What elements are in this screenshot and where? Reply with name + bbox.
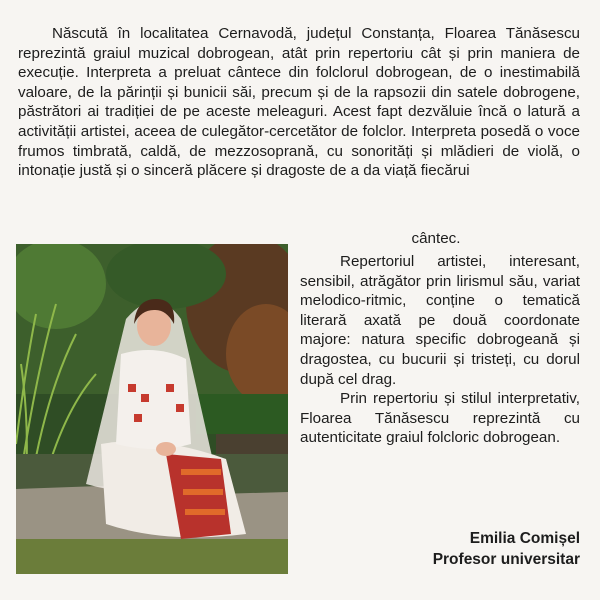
paragraph-repertoire: Repertoriul artistei, interesant, sensibil, atrăgător prin lirismul său, variat melodico-ritmic, conține o tematică literară axată pe două coordonate majore: natura specific dobrogeană și dragostea, cu bucurii și tristeți, cu dorul după cel drag. — [300, 253, 580, 388]
intro-paragraph-end: cântec. — [411, 230, 461, 247]
singer-photo — [16, 244, 288, 574]
signature-block — [433, 528, 580, 570]
paragraph-conclusion: Prin repertoriu și stilul interpretativ, Floarea Tănăsescu reprezintă cu autenticitate graiul folcloric dobrogean. — [300, 390, 580, 447]
author-name: Emilia Comișel — [469, 530, 580, 547]
intro-paragraph: Născută în localitatea Cernavodă, județul Constanța, Floarea Tănăsescu reprezintă graiul muzical dobrogean, atât prin repertoriu cât și prin maniera de execuție. Interpreta a preluat cântece din folclorul dobrogean, de o inestimabilă valoare, de la părinții și bunicii săi, precum și de la rapsozii din satele dobrogene, păstrători ai tradiției de pe aceste meleaguri. Acest fapt dezvăluie încă o latură a activității artistei, aceea de culegător-cercetător de folclor. Interpreta posedă o voce frumos timbrată, caldă, de mezzosopranǎ, cu sonorități și mlădieri de violă, o intonație justă și o sinceră plăcere și dragoste de a da viață fiecărui — [18, 25, 580, 180]
right-column-text — [300, 252, 580, 448]
author-title: Profesor universitar — [432, 551, 580, 568]
